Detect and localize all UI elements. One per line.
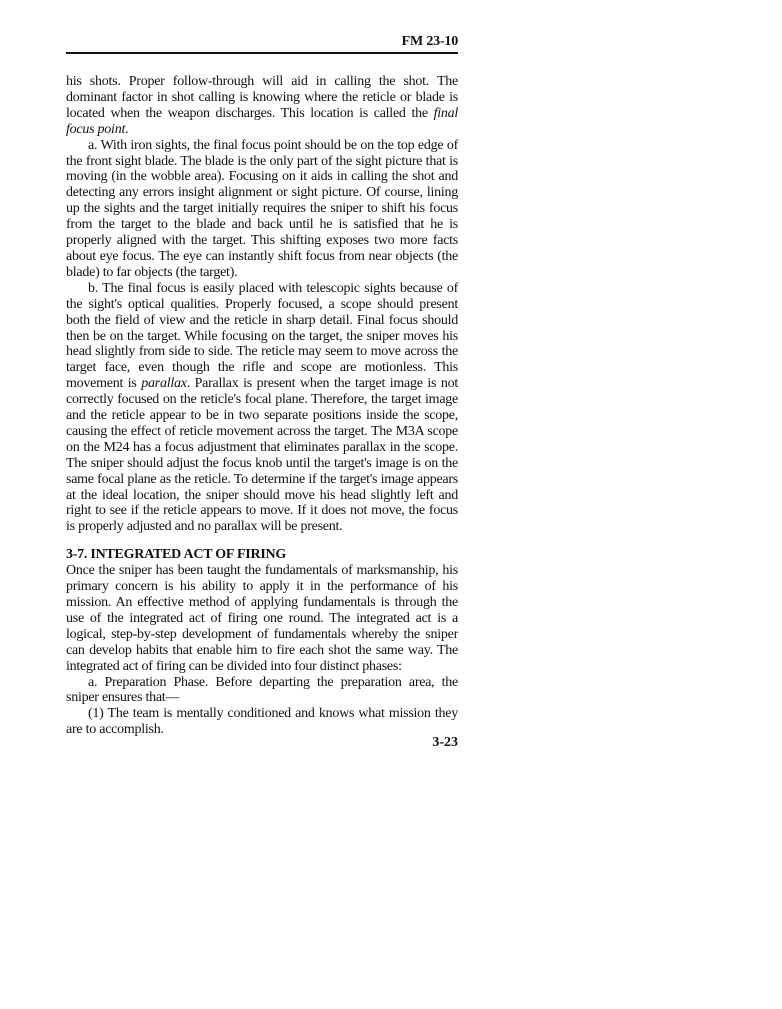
paragraph-preparation-phase: a. Preparation Phase. Before departing the preparation area, the sniper ensures that— (66, 674, 458, 706)
paragraph-integrated-act: Once the sniper has been taught the fundamentals of marksmanship, his primary concern is his ability to apply it in the performance of his mission. An effective method of applying fundamentals is through the use of the integrated act of firing one round. The integrated act is a logical, step-by-step development of fundamentals whereby the sniper can develop habits that enable him to fire each shot the same way. The integrated act of firing can be divided into four distinct phases: (66, 563, 458, 674)
paragraph-shot-calling (66, 74, 458, 138)
paragraph-text: . (125, 121, 129, 137)
page-number: 3-23 (432, 735, 458, 750)
paragraph-iron-sights: a. With iron sights, the final focus point should be on the top edge of the front sight blade. The blade is the only part of the sight picture that is moving (in the wobble area). Focusing on it aids in calling the shot and detecting any errors insight alignment or sight picture. Of course, lining up the sights and the target initially requires the sniper to shift his focus from the target to the blade and back until he is satisfied that he is properly aligned with the target. This shifting exposes two more facts about eye focus. The eye can instantly shift focus from near objects (the blade) to far objects (the target). (66, 137, 458, 280)
page-body (66, 74, 458, 738)
paragraph-text: his shots. Proper follow-through will aid in calling the shot. The dominant factor in shot calling is knowing where the reticle or blade is located when the weapon discharges. This location is called the (66, 74, 458, 121)
paragraph-list-item-1: (1) The team is mentally conditioned and knows what mission they are to accomplish. (66, 706, 458, 738)
section-heading: 3-7. INTEGRATED ACT OF FIRING (66, 547, 287, 563)
paragraph-telescopic-sights (66, 281, 458, 536)
term-parallax: parallax (141, 376, 187, 392)
term-final-focus-point: final focus point (66, 105, 458, 137)
running-header (66, 30, 458, 54)
paragraph-text: . Parallax is present when the target image is not correctly focused on the reticle's focal plane. Therefore, the target image and the reticle appear to be in two separate positions inside the scope, causing the effect of reticle movement across the target. The M3A scope on the M24 has a focus adjustment that eliminates parallax in the scope. The sniper should adjust the focus knob until the target's image is on the same focal plane as the reticle. To determine if the target's image appears at the ideal location, the sniper should move his head slightly left and right to see if the reticle appears to move. If it does not move, the focus is properly adjusted and no parallax will be present. (66, 376, 458, 535)
paragraph-text: b. The final focus is easily placed with telescopic sights because of the sight's optical qualities. Properly focused, a scope should present both the field of view and the reticle in sharp detail. Final focus should then be on the target. While focusing on the target, the sniper moves his head slightly from side to side. The reticle may seem to move across the target face, even though the rifle and scope are motionless. This movement is (66, 280, 458, 392)
manual-id: FM 23-10 (401, 34, 458, 49)
